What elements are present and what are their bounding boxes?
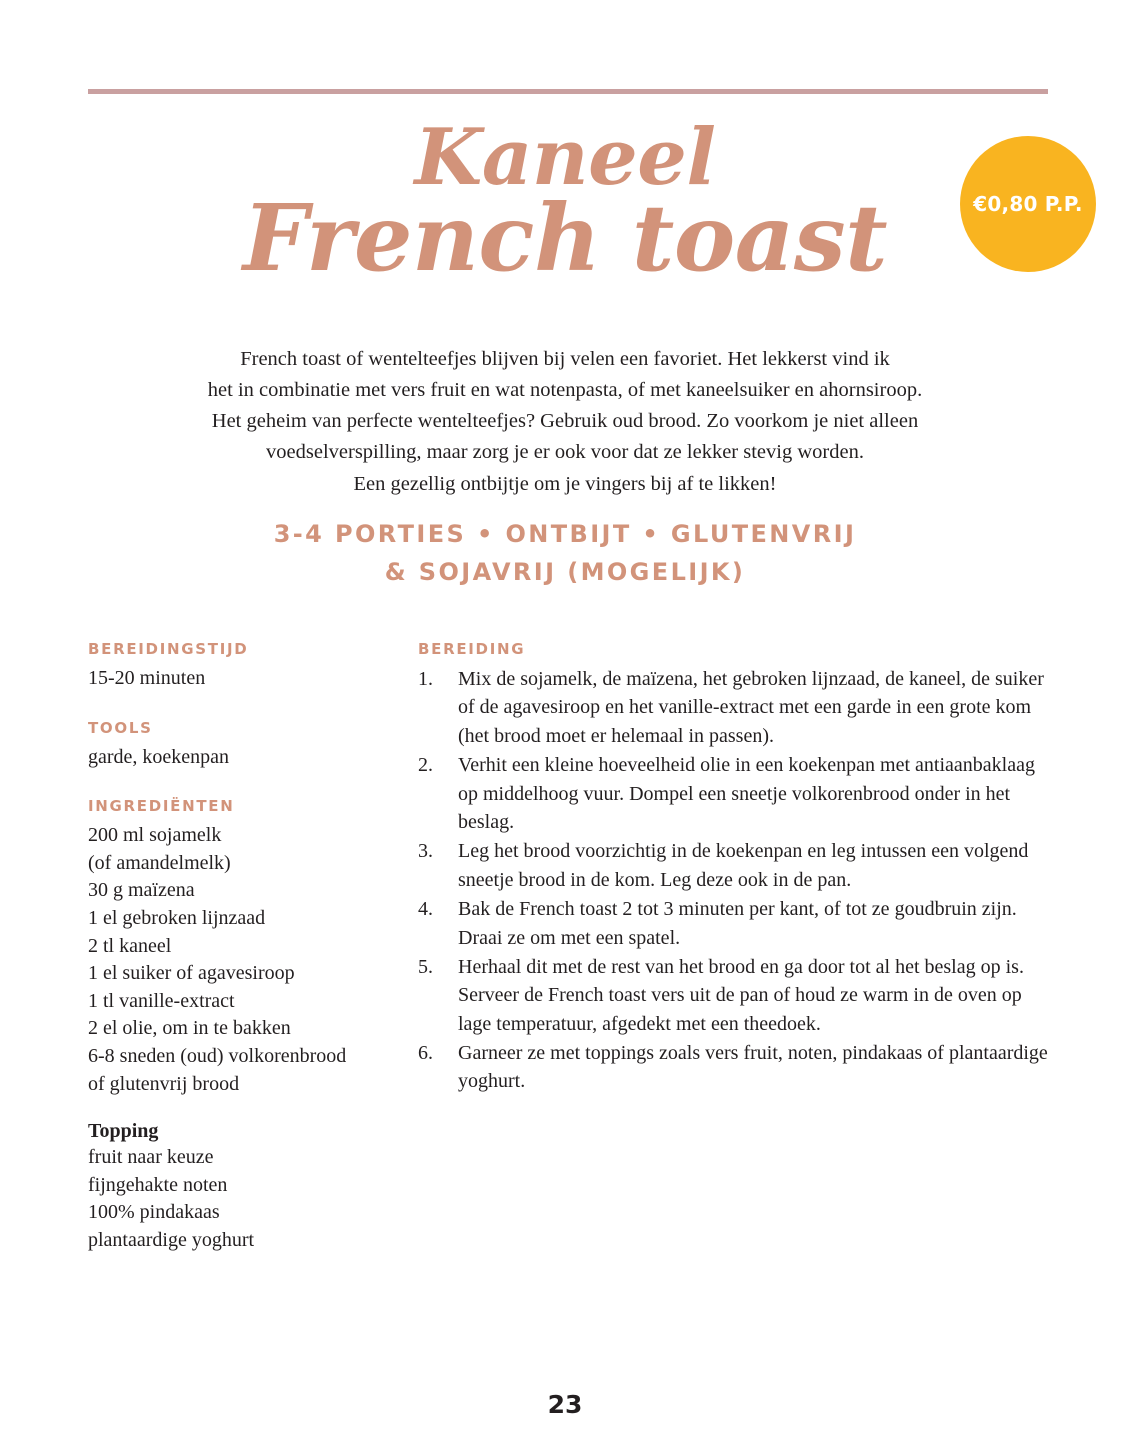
page-number: 23 <box>547 1390 583 1419</box>
ingredient-item: 30 g maïzena <box>88 879 195 902</box>
recipe-left-column <box>88 640 408 1281</box>
ingredient-item: 2 el olie, om in te bakken <box>88 1017 291 1040</box>
tools-value <box>88 744 408 772</box>
intro-line: French toast of wentelteefjes blijven bij velen een favoriet. Het lekkerst vind ik <box>240 348 890 370</box>
recipe-right-column <box>418 640 1053 1097</box>
intro-line: het in combinatie met vers fruit en wat notenpasta, of met kaneelsuiker en ahornsiroop. <box>207 379 923 402</box>
tags-line-2: & SOJAVRIJ (MOGELIJK) <box>384 557 746 586</box>
ingredient-item: 6-8 sneden (oud) volkorenbrood <box>88 1044 347 1067</box>
instructions-heading: BEREIDING <box>418 640 526 658</box>
header-divider-rule <box>88 89 1048 94</box>
topping-item: 100% pindakaas <box>88 1201 220 1224</box>
tools-heading: TOOLS <box>88 718 153 737</box>
ingredient-item: 1 el gebroken lijnzaad <box>88 906 266 929</box>
instruction-step: Bak de French toast 2 tot 3 minuten per kant, of tot ze goudbruin zijn. Draai ze om met een spatel. <box>458 898 1017 949</box>
instruction-step: Leg het brood voorzichtig in de koekenpan en leg intussen een volgend sneetje brood in de kom. Leg deze ook in de pan. <box>458 840 1029 891</box>
tags-line-1: 3-4 PORTIES • ONTBIJT • GLUTENVRIJ <box>273 520 857 548</box>
intro-line: Een gezellig ontbijtje om je vingers bij af te likken! <box>353 472 777 495</box>
tools-text: garde, koekenpan <box>88 745 230 768</box>
prep-time-block <box>88 640 408 693</box>
recipe-intro <box>95 344 1035 500</box>
prep-time-heading: BEREIDINGSTIJD <box>88 640 249 658</box>
topping-block <box>88 1120 408 1254</box>
instruction-step: Verhit een kleine hoeveelheid olie in een koekenpan met antiaanbaklaag op middelhoog vuur. Dompel een sneetje volkorenbrood onder in het beslag. <box>458 754 1035 833</box>
topping-heading: Topping <box>88 1120 159 1143</box>
topping-list <box>88 1144 408 1254</box>
topping-item: plantaardige yoghurt <box>88 1228 255 1251</box>
instruction-step: Herhaal dit met de rest van het brood en ga door tot al het beslag op is. Serveer de French toast vers uit de pan of houd ze warm in de oven op lage temperatuur, afgedekt met een theedoek. <box>458 955 1024 1035</box>
ingredients-heading: INGREDIËNTEN <box>88 797 235 816</box>
intro-line: voedselverspilling, maar zorg je er ook voor dat ze lekker stevig worden. <box>266 441 864 464</box>
ingredient-item: 2 tl kaneel <box>88 934 172 957</box>
price-badge-label: €0,80 P.P. <box>973 192 1083 216</box>
ingredients-list <box>88 822 408 1098</box>
topping-item: fijngehakte noten <box>88 1173 228 1196</box>
ingredient-item: 200 ml sojamelk <box>88 824 222 847</box>
intro-line: Het geheim van perfecte wentelteefjes? Gebruik oud brood. Zo voorkom je niet alleen <box>211 410 919 433</box>
ingredient-item: (of amandelmelk) <box>88 851 231 874</box>
prep-time-value <box>88 665 408 693</box>
price-badge <box>960 136 1096 272</box>
ingredient-item: of glutenvrij brood <box>88 1072 240 1095</box>
topping-item: fruit naar keuze <box>88 1146 214 1169</box>
instruction-step: Mix de sojamelk, de maïzena, het gebroken lijnzaad, de kaneel, de suiker of de agavesiroop en het vanille-extract met een garde in een grote kom (het brood moet er helemaal in passen). <box>458 668 1044 747</box>
prep-time-text: 15-20 minuten <box>88 667 206 689</box>
tools-block <box>88 719 408 772</box>
instruction-step: Garneer ze met toppings zoals vers fruit, noten, pindakaas of plantaardige yoghurt. <box>458 1042 1048 1093</box>
ingredients-block <box>88 797 408 1098</box>
ingredient-item: 1 el suiker of agavesiroop <box>88 962 295 985</box>
recipe-tags <box>95 516 1035 592</box>
ingredient-item: 1 tl vanille-extract <box>88 989 235 1012</box>
recipe-title-line-1: Kaneel <box>414 112 716 203</box>
recipe-title-line-2: French toast <box>242 183 888 292</box>
instructions-list <box>418 665 1053 1096</box>
